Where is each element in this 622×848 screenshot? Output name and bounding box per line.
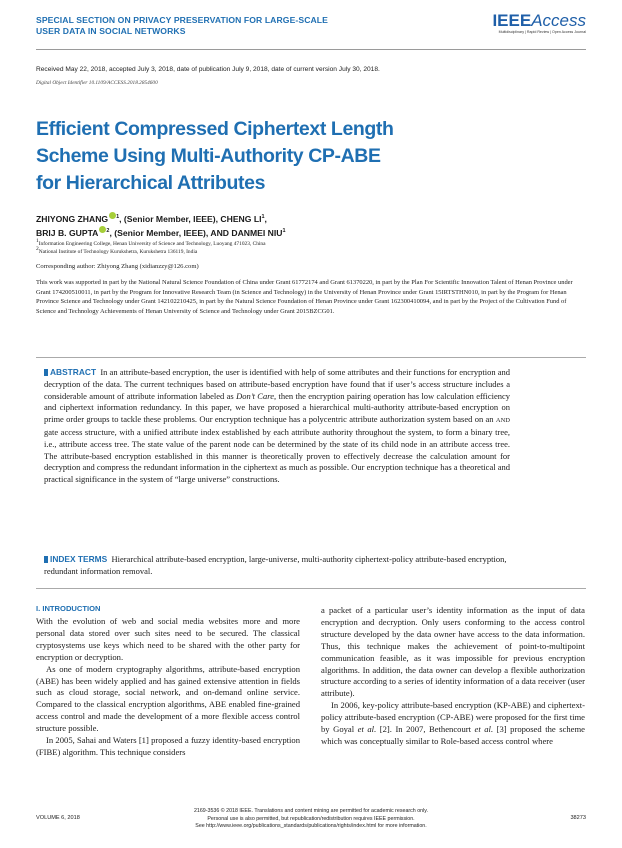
abstract-smallcaps: AND bbox=[495, 417, 510, 425]
author-name: DANMEI NIU bbox=[231, 228, 283, 239]
affiliation: $^2$National Institute of Technology Kurukshetra, Kurukshetra 136119, India bbox=[36, 246, 198, 255]
index-terms-text: Hierarchical attribute-based encryption, large-universe, multi-authority ciphertext-policy attribute-based encryption, redundant information removal. bbox=[44, 554, 507, 576]
header-divider bbox=[36, 49, 586, 50]
volume-label: VOLUME 6, 2018 bbox=[36, 815, 80, 821]
doi-line: Digital Object Identifier 10.1109/ACCESS.2018.2854600 bbox=[36, 80, 158, 86]
abstract-block bbox=[44, 367, 510, 486]
abstract-text: In an attribute-based encryption, the user is identified with help of some attributes and their functions for encryption and decryption of the data. The current techniques based on attribute-based encryption have found that if user’s access structure includes a considerable amount of attribute information labeled as bbox=[44, 367, 510, 401]
author-affil-sup: 1 bbox=[261, 214, 265, 220]
author-affil-sup: 2 bbox=[106, 228, 110, 235]
affiliation: $^1$Information Engineering College, Henan University of Science and Technology, Luoyang 471023, China bbox=[36, 238, 266, 247]
index-terms-label: INDEX TERMS bbox=[50, 554, 108, 564]
author-list: ZHIYONG ZHANG $^1$, (Senior Member, IEEE), CHENG $LI^1$, BRIJ B. GUPTA $^2$, (Senior Member, IEEE), AND DANMEI NIU$^1$ bbox=[36, 213, 286, 239]
section-heading-introduction: I. INTRODUCTION bbox=[36, 604, 101, 613]
author-name: BRIJ B. GUPTA bbox=[36, 228, 99, 239]
logo-tagline: Multidisciplinary | Rapid Review | Open Access Journal bbox=[498, 30, 586, 34]
page-number: 38273 bbox=[570, 815, 586, 821]
body-paragraph: In 2005, Sahai and Waters [1] proposed a fuzzy identity-based encryption (FIBE) algorithm. This technique considers bbox=[36, 735, 300, 757]
abstract-label: ABSTRACT bbox=[50, 367, 97, 377]
author-name: ZHIYONG ZHANG bbox=[36, 213, 109, 224]
rights-link[interactable]: See http://www.ieee.org/publications_standards/publications/rights/index.html for more information. bbox=[195, 823, 427, 830]
title-line-2: Scheme Using Multi-Authority CP-ABE bbox=[36, 145, 381, 167]
author-role: , (Senior Member, IEEE), AND bbox=[109, 228, 229, 239]
ieee-access-logo bbox=[466, 11, 586, 35]
index-terms-block bbox=[44, 553, 510, 577]
section-marker-icon bbox=[44, 369, 48, 376]
special-section-banner bbox=[36, 15, 366, 37]
section-line-1: SPECIAL SECTION ON PRIVACY PRESERVATION FOR LARGE-SCALE bbox=[36, 15, 328, 25]
publication-dates: Received May 22, 2018, accepted July 3, 2018, date of publication July 9, 2018, date of current version July 30, 2018. bbox=[36, 66, 380, 73]
logo-access-text: Access bbox=[531, 11, 586, 30]
author-affil-sup: 1 bbox=[282, 228, 286, 235]
logo-ieee-text: IEEE bbox=[492, 11, 532, 30]
abstract-bottom-divider bbox=[36, 588, 586, 589]
section-line-2: USER DATA IN SOCIAL NETWORKS bbox=[36, 26, 186, 36]
author-name: CHENG LI bbox=[220, 213, 262, 224]
body-paragraph: As one of modern cryptography algorithms, attribute-based encryption (ABE) has been widely applied and has gained extensive attention in fields such as cloud storage, social network, and on-demand online service. Compared to the classical encryption algorithms, ABE enabled fine-grained access control and made the development of a more flexible access control structure possible. bbox=[36, 663, 300, 734]
copyright-notice: 2169-3536 © 2018 IEEE. Translations and content mining are permitted for academic research only. Personal use is also permitted, but republication/redistribution requires IEEE permission. See http://www.ieee.org/publications_standards/publications/rights/index.html for more information. bbox=[0, 808, 622, 831]
abstract-top-divider bbox=[36, 357, 586, 358]
funding-statement: This work was supported in part by the National Natural Science Foundation of China under Grant 61772174 and Grant 61370220, in part by the Plan For Scientific Innovation Talent of Henan Province under Grant 174200510011, in part by the Program for Innovative Research Team (in Science and Technology) in the University of Henan Province under Grant 15IRTSTHN010, in part by the Program for Henan Province Science and Technology under Grant 142102210425, in part by the Natural Science Foundation of Henan Province under Grant 162300410094, and in part by the Project of the Cultivation Fund of Science and Technology Achievements of Henan University of Science and Technology under Grant 2015BZCG01. bbox=[36, 279, 573, 315]
body-paragraph: In 2006, key-policy attribute-based encryption (KP-ABE) and ciphertext-policy attribute-based encryption (CP-ABE) were proposed for the first time by Goyal et al. [2]. In 2007, Bethencourt et al. [3] proposed the scheme which was conceptually similar to Role-based access control where bbox=[321, 700, 585, 746]
author-role: , (Senior Member, IEEE), bbox=[119, 213, 219, 224]
abstract-emph: Don’t Care bbox=[236, 390, 274, 401]
title-line-3: for Hierarchical Attributes bbox=[36, 172, 266, 194]
author-affil-sup: 1 bbox=[116, 214, 120, 220]
section-marker-icon bbox=[44, 556, 48, 563]
paper-title bbox=[36, 116, 476, 197]
body-paragraph: With the evolution of web and social media websites more and more personal data stored over such sites need to be secured. The classical cryptosystems use keys which need to be shared with the other party for encryption or decryption. bbox=[36, 616, 300, 662]
body-column-right bbox=[321, 605, 585, 748]
corresponding-author: Corresponding author: Zhiyong Zhang (xidianzzy@126.com) bbox=[36, 263, 199, 270]
abstract-text: gate access structure, with a unified attribute index established by each attribute authority throughout the system, to form a binary tree, i.e., attribute access tree. The state value of the parent node can be determined by the state of its child node in an attribute access tree. The attribute-based encryption established in this manner is theoretically proven to effectively decrease the calculation amount for decryption and compress the redundant information in the ciphertext as much as possible. Our encryption technique has a theoretical and practical significance in the system of “large universe” constructions. bbox=[44, 426, 510, 485]
abstract-text: , then the encryption pairing operation has low calculation efficiency and ciphertext information redundancy. In this paper, we have proposed a hierarchical multi-authority attribute-based encryption on prime order groups to tackle these problems. Our encryption technique has a polycentric attribute authorization system based on an bbox=[44, 390, 511, 425]
title-line-1: Efficient Compressed Ciphertext Length bbox=[36, 118, 394, 140]
body-paragraph: a packet of a particular user’s identity information as the input of data encryption and decryption. Only users conforming to the access control structure developed by the data owner have access to the data information. Thus, this technique makes the achievement of point-to-multipoint communication feasible, as it was impossible for previous encryption algorithms. In addition, the data owner can develop a flexible authorization structure according to a series of identity information of a data receiver (user attribute). bbox=[321, 605, 585, 699]
body-column-left bbox=[36, 616, 300, 759]
